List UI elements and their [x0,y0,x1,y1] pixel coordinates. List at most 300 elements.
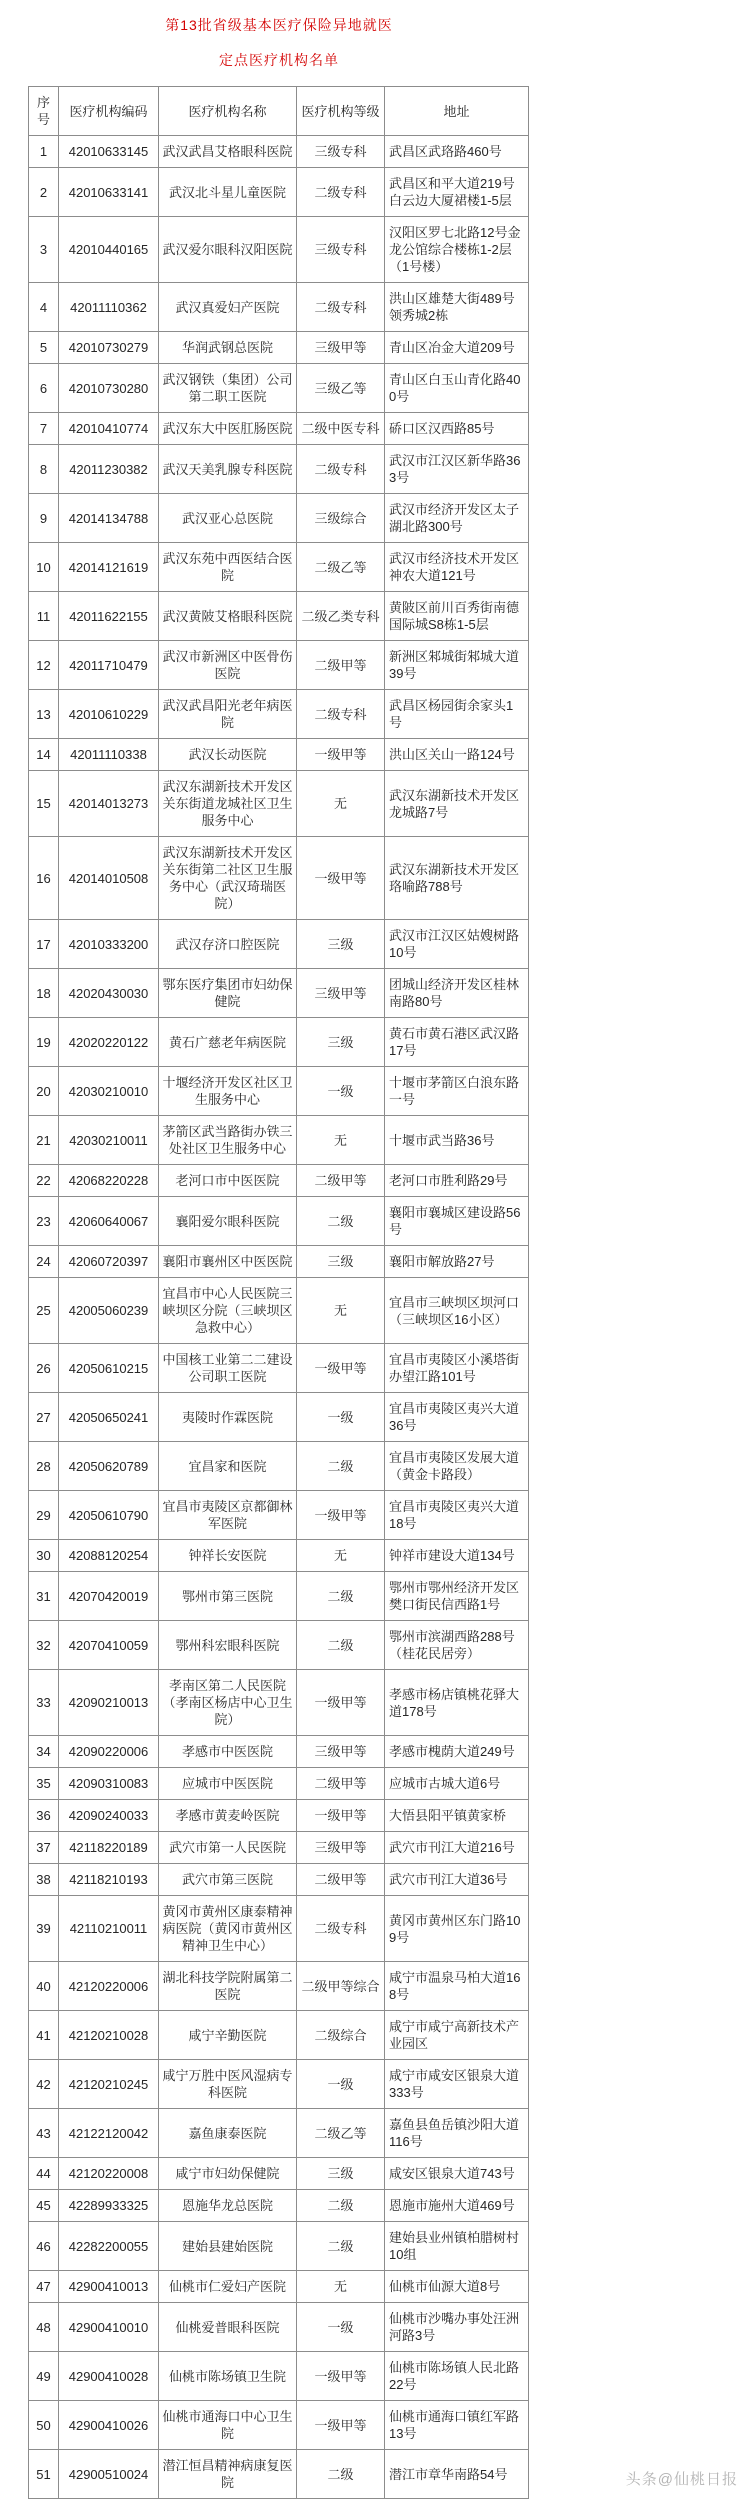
cell-name: 咸宁市妇幼保健院 [159,2158,297,2190]
table-row [29,1621,529,1670]
cell-code: 42118210193 [59,1864,159,1896]
cell-code: 42014134788 [59,494,159,543]
cell-address: 十堰市武当路36号 [385,1116,529,1165]
cell-no: 49 [29,2352,59,2401]
document-body [28,0,530,2499]
cell-level: 三级甲等 [297,969,385,1018]
table-row [29,1393,529,1442]
table-row [29,1442,529,1491]
cell-level: 二级 [297,1572,385,1621]
cell-address: 武汉东湖新技术开发区龙城路7号 [385,771,529,837]
cell-address: 鄂州市鄂州经济开发区樊口街民信西路1号 [385,1572,529,1621]
cell-code: 42289933325 [59,2190,159,2222]
cell-address: 黄陂区前川百秀街南德国际城S8栋1-5层 [385,592,529,641]
table-row [29,2060,529,2109]
cell-code: 42090220006 [59,1736,159,1768]
cell-code: 42014121619 [59,543,159,592]
cell-no: 22 [29,1165,59,1197]
table-row [29,920,529,969]
cell-level: 二级乙等 [297,2109,385,2158]
cell-level: 二级甲等 [297,1165,385,1197]
cell-name: 武汉北斗星儿童医院 [159,168,297,217]
cell-name: 仙桃市仁爱妇产医院 [159,2271,297,2303]
title-line-2: 定点医疗机构名单 [219,52,339,68]
cell-no: 29 [29,1491,59,1540]
cell-name: 武汉长动医院 [159,739,297,771]
cell-no: 7 [29,413,59,445]
cell-code: 42050610215 [59,1344,159,1393]
cell-level: 二级乙类专科 [297,592,385,641]
cell-no: 43 [29,2109,59,2158]
cell-level: 二级甲等 [297,1768,385,1800]
cell-address: 硚口区汉西路85号 [385,413,529,445]
table-row [29,1344,529,1393]
cell-address: 仙桃市通海口镇红军路13号 [385,2401,529,2450]
cell-address: 嘉鱼县鱼岳镇沙阳大道116号 [385,2109,529,2158]
cell-level: 一级甲等 [297,2352,385,2401]
cell-no: 46 [29,2222,59,2271]
cell-address: 武汉市经济开发区太子湖北路300号 [385,494,529,543]
cell-code: 42010730280 [59,364,159,413]
table-row [29,283,529,332]
table-header-row [29,87,529,136]
table-row [29,641,529,690]
cell-address: 咸宁市温泉马柏大道168号 [385,1962,529,2011]
cell-name: 襄阳爱尔眼科医院 [159,1197,297,1246]
cell-address: 咸宁市咸安区银泉大道333号 [385,2060,529,2109]
cell-code: 42090240033 [59,1800,159,1832]
cell-name: 仙桃爱普眼科医院 [159,2303,297,2352]
cell-name: 武汉爱尔眼科汉阳医院 [159,217,297,283]
cell-no: 10 [29,543,59,592]
cell-no: 27 [29,1393,59,1442]
cell-no: 28 [29,1442,59,1491]
cell-no: 31 [29,1572,59,1621]
cell-no: 20 [29,1067,59,1116]
cell-no: 42 [29,2060,59,2109]
cell-address: 武穴市刊江大道36号 [385,1864,529,1896]
cell-name: 孝感市黄麦岭医院 [159,1800,297,1832]
header-level: 医疗机构等级 [297,87,385,136]
cell-no: 39 [29,1896,59,1962]
hospital-table [28,86,529,2499]
table-row [29,1018,529,1067]
cell-no: 18 [29,969,59,1018]
cell-address: 武汉市经济技术开发区神农大道121号 [385,543,529,592]
table-row [29,413,529,445]
cell-address: 宜昌市夷陵区夷兴大道18号 [385,1491,529,1540]
table-row [29,332,529,364]
cell-code: 42010440165 [59,217,159,283]
cell-no: 12 [29,641,59,690]
cell-name: 仙桃市通海口中心卫生院 [159,2401,297,2450]
cell-level: 三级综合 [297,494,385,543]
cell-no: 41 [29,2011,59,2060]
table-row [29,1896,529,1962]
cell-address: 仙桃市仙源大道8号 [385,2271,529,2303]
cell-no: 51 [29,2450,59,2499]
table-row [29,2109,529,2158]
cell-code: 42120210245 [59,2060,159,2109]
table-row [29,969,529,1018]
cell-name: 鄂州科宏眼科医院 [159,1621,297,1670]
cell-name: 茅箭区武当路街办铁三处社区卫生服务中心 [159,1116,297,1165]
cell-name: 华润武钢总医院 [159,332,297,364]
cell-name: 武汉钢铁（集团）公司第二职工医院 [159,364,297,413]
cell-name: 武汉黄陂艾格眼科医院 [159,592,297,641]
cell-level: 无 [297,1540,385,1572]
cell-address: 武昌区武珞路460号 [385,136,529,168]
cell-code: 42020220122 [59,1018,159,1067]
cell-no: 2 [29,168,59,217]
cell-address: 鄂州市滨湖西路288号（桂花民居旁） [385,1621,529,1670]
cell-address: 钟祥市建设大道134号 [385,1540,529,1572]
cell-level: 无 [297,771,385,837]
cell-code: 42900410028 [59,2352,159,2401]
cell-code: 42060720397 [59,1246,159,1278]
cell-address: 老河口市胜利路29号 [385,1165,529,1197]
cell-level: 二级专科 [297,283,385,332]
cell-level: 三级甲等 [297,1736,385,1768]
cell-no: 38 [29,1864,59,1896]
cell-level: 一级 [297,1067,385,1116]
table-row [29,1540,529,1572]
cell-code: 42010333200 [59,920,159,969]
cell-level: 二级综合 [297,2011,385,2060]
title-line-1: 第13批省级基本医疗保险异地就医 [165,17,393,33]
cell-code: 42011230382 [59,445,159,494]
table-row [29,445,529,494]
table-row [29,2011,529,2060]
cell-level: 三级甲等 [297,1832,385,1864]
cell-code: 42120210028 [59,2011,159,2060]
table-row [29,1736,529,1768]
table-row [29,1768,529,1800]
table-row [29,2352,529,2401]
table-row [29,2401,529,2450]
cell-level: 无 [297,1278,385,1344]
cell-level: 一级甲等 [297,1800,385,1832]
cell-code: 42014013273 [59,771,159,837]
cell-level: 二级 [297,2222,385,2271]
cell-no: 30 [29,1540,59,1572]
cell-name: 武汉东大中医肛肠医院 [159,413,297,445]
cell-name: 武汉存济口腔医院 [159,920,297,969]
cell-code: 42070420019 [59,1572,159,1621]
table-row [29,1832,529,1864]
table-row [29,2222,529,2271]
cell-no: 47 [29,2271,59,2303]
table-row [29,1800,529,1832]
cell-no: 44 [29,2158,59,2190]
table-row [29,1962,529,2011]
table-row [29,771,529,837]
header-name: 医疗机构名称 [159,87,297,136]
cell-level: 二级 [297,2190,385,2222]
cell-code: 42005060239 [59,1278,159,1344]
cell-address: 黄石市黄石港区武汉路17号 [385,1018,529,1067]
cell-code: 42011622155 [59,592,159,641]
cell-code: 42900410026 [59,2401,159,2450]
cell-level: 一级 [297,2303,385,2352]
cell-no: 32 [29,1621,59,1670]
cell-name: 武汉武昌阳光老年病医院 [159,690,297,739]
cell-name: 黄冈市黄州区康泰精神病医院（黄冈市黄州区精神卫生中心） [159,1896,297,1962]
cell-no: 6 [29,364,59,413]
cell-no: 26 [29,1344,59,1393]
table-row [29,2190,529,2222]
cell-code: 42050610790 [59,1491,159,1540]
cell-code: 42011110338 [59,739,159,771]
cell-no: 25 [29,1278,59,1344]
cell-code: 42070410059 [59,1621,159,1670]
table-row [29,1165,529,1197]
table-row [29,1491,529,1540]
table-row [29,543,529,592]
cell-code: 42050620789 [59,1442,159,1491]
cell-code: 42900510024 [59,2450,159,2499]
cell-level: 二级甲等 [297,641,385,690]
cell-code: 42120220006 [59,1962,159,2011]
cell-address: 仙桃市沙嘴办事处汪洲河路3号 [385,2303,529,2352]
cell-no: 35 [29,1768,59,1800]
table-row [29,1572,529,1621]
table-row [29,2303,529,2352]
cell-no: 5 [29,332,59,364]
cell-no: 9 [29,494,59,543]
cell-level: 二级乙等 [297,543,385,592]
cell-code: 42011110362 [59,283,159,332]
cell-address: 恩施市施州大道469号 [385,2190,529,2222]
cell-address: 黄冈市黄州区东门路109号 [385,1896,529,1962]
cell-name: 武穴市第三医院 [159,1864,297,1896]
cell-level: 一级甲等 [297,2401,385,2450]
cell-code: 42090310083 [59,1768,159,1800]
cell-address: 洪山区雄楚大街489号领秀城2栋 [385,283,529,332]
cell-address: 武昌区和平大道219号白云边大厦裙楼1-5层 [385,168,529,217]
cell-level: 一级 [297,1393,385,1442]
cell-no: 8 [29,445,59,494]
cell-no: 4 [29,283,59,332]
cell-level: 一级甲等 [297,1491,385,1540]
cell-code: 42068220228 [59,1165,159,1197]
cell-name: 宜昌市中心人民医院三峡坝区分院（三峡坝区急救中心） [159,1278,297,1344]
cell-name: 武汉东湖新技术开发区关东街道龙城社区卫生服务中心 [159,771,297,837]
cell-name: 夷陵时作霖医院 [159,1393,297,1442]
cell-code: 42010633145 [59,136,159,168]
cell-level: 二级中医专科 [297,413,385,445]
cell-address: 宜昌市夷陵区夷兴大道36号 [385,1393,529,1442]
cell-address: 武穴市刊江大道216号 [385,1832,529,1864]
cell-name: 仙桃市陈场镇卫生院 [159,2352,297,2401]
cell-level: 二级 [297,1442,385,1491]
cell-address: 青山区冶金大道209号 [385,332,529,364]
cell-address: 武昌区杨园街余家头1号 [385,690,529,739]
cell-code: 42014010508 [59,837,159,920]
cell-address: 汉阳区罗七北路12号金龙公馆综合楼栋1-2层（1号楼） [385,217,529,283]
table-row [29,1246,529,1278]
cell-name: 武汉东湖新技术开发区关东街第二社区卫生服务中心（武汉琦瑞医院） [159,837,297,920]
cell-address: 青山区白玉山青化路400号 [385,364,529,413]
table-row [29,364,529,413]
cell-name: 武汉东苑中西医结合医院 [159,543,297,592]
cell-level: 一级甲等 [297,837,385,920]
cell-no: 14 [29,739,59,771]
table-row [29,168,529,217]
cell-name: 咸宁辛勤医院 [159,2011,297,2060]
cell-level: 三级乙等 [297,364,385,413]
cell-no: 48 [29,2303,59,2352]
table-row [29,1864,529,1896]
cell-address: 宜昌市夷陵区发展大道（黄金卡路段） [385,1442,529,1491]
cell-code: 42060640067 [59,1197,159,1246]
cell-name: 咸宁万胜中医风湿病专科医院 [159,2060,297,2109]
cell-no: 17 [29,920,59,969]
table-row [29,2271,529,2303]
cell-address: 潜江市章华南路54号 [385,2450,529,2499]
cell-code: 42900410013 [59,2271,159,2303]
cell-level: 无 [297,1116,385,1165]
cell-name: 武汉天美乳腺专科医院 [159,445,297,494]
cell-level: 二级专科 [297,168,385,217]
table-row [29,136,529,168]
cell-name: 钟祥长安医院 [159,1540,297,1572]
cell-name: 潜江恒昌精神病康复医院 [159,2450,297,2499]
cell-code: 42010410774 [59,413,159,445]
cell-name: 武汉市新洲区中医骨伤医院 [159,641,297,690]
cell-no: 13 [29,690,59,739]
cell-name: 宜昌市夷陵区京都御林军医院 [159,1491,297,1540]
header-no: 序号 [29,87,59,136]
cell-address: 武汉市江汉区姑嫂树路10号 [385,920,529,969]
cell-address: 咸宁市咸宁高新技术产业园区 [385,2011,529,2060]
table-row [29,1116,529,1165]
cell-level: 二级甲等综合 [297,1962,385,2011]
cell-name: 武汉亚心总医院 [159,494,297,543]
cell-name: 应城市中医医院 [159,1768,297,1800]
cell-address: 襄阳市襄城区建设路56号 [385,1197,529,1246]
cell-name: 嘉鱼康泰医院 [159,2109,297,2158]
document-title [28,16,530,69]
cell-address: 宜昌市夷陵区小溪塔街办望江路101号 [385,1344,529,1393]
cell-code: 42122120042 [59,2109,159,2158]
cell-name: 宜昌家和医院 [159,1442,297,1491]
cell-level: 一级甲等 [297,1670,385,1736]
cell-code: 42118220189 [59,1832,159,1864]
cell-no: 1 [29,136,59,168]
table-row [29,739,529,771]
cell-code: 42900410010 [59,2303,159,2352]
table-row [29,837,529,920]
cell-address: 宜昌市三峡坝区坝河口（三峡坝区16小区） [385,1278,529,1344]
cell-code: 42088120254 [59,1540,159,1572]
header-code: 医疗机构编码 [59,87,159,136]
cell-level: 三级 [297,1246,385,1278]
table-row [29,2158,529,2190]
cell-code: 42090210013 [59,1670,159,1736]
table-row [29,690,529,739]
cell-no: 50 [29,2401,59,2450]
table-body [29,136,529,2499]
cell-level: 三级 [297,2158,385,2190]
cell-address: 孝感市槐荫大道249号 [385,1736,529,1768]
cell-name: 鄂东医疗集团市妇幼保健院 [159,969,297,1018]
header-address: 地址 [385,87,529,136]
cell-address: 新洲区邾城街邾城大道39号 [385,641,529,690]
cell-code: 42120220008 [59,2158,159,2190]
watermark: 头条@仙桃日报 [625,2471,738,2488]
cell-address: 仙桃市陈场镇人民北路22号 [385,2352,529,2401]
table-row [29,1278,529,1344]
cell-address: 团城山经济开发区桂林南路80号 [385,969,529,1018]
table-row [29,494,529,543]
cell-no: 15 [29,771,59,837]
cell-code: 42010633141 [59,168,159,217]
cell-no: 16 [29,837,59,920]
table-row [29,1197,529,1246]
cell-level: 三级专科 [297,136,385,168]
cell-address: 十堰市茅箭区白浪东路一号 [385,1067,529,1116]
table-row [29,217,529,283]
cell-level: 三级专科 [297,217,385,283]
table-row [29,1670,529,1736]
cell-no: 40 [29,1962,59,2011]
cell-level: 二级 [297,1621,385,1670]
cell-code: 42282200055 [59,2222,159,2271]
cell-code: 42030210011 [59,1116,159,1165]
cell-no: 11 [29,592,59,641]
cell-name: 武汉武昌艾格眼科医院 [159,136,297,168]
cell-address: 襄阳市解放路27号 [385,1246,529,1278]
cell-level: 三级 [297,920,385,969]
cell-address: 武汉市江汉区新华路363号 [385,445,529,494]
cell-name: 孝感市中医医院 [159,1736,297,1768]
cell-level: 三级 [297,1018,385,1067]
cell-no: 19 [29,1018,59,1067]
cell-level: 二级专科 [297,690,385,739]
cell-address: 孝感市杨店镇桃花驿大道178号 [385,1670,529,1736]
cell-name: 老河口市中医医院 [159,1165,297,1197]
cell-code: 42050650241 [59,1393,159,1442]
cell-name: 恩施华龙总医院 [159,2190,297,2222]
cell-name: 黄石广慈老年病医院 [159,1018,297,1067]
cell-name: 武汉真爱妇产医院 [159,283,297,332]
cell-no: 3 [29,217,59,283]
cell-level: 二级专科 [297,1896,385,1962]
cell-name: 鄂州市第三医院 [159,1572,297,1621]
cell-no: 23 [29,1197,59,1246]
cell-level: 二级 [297,1197,385,1246]
table-row [29,592,529,641]
cell-address: 咸安区银泉大道743号 [385,2158,529,2190]
cell-name: 中国核工业第二二建设公司职工医院 [159,1344,297,1393]
cell-code: 42011710479 [59,641,159,690]
cell-code: 42010610229 [59,690,159,739]
cell-address: 应城市古城大道6号 [385,1768,529,1800]
cell-no: 36 [29,1800,59,1832]
cell-code: 42010730279 [59,332,159,364]
cell-code: 42020430030 [59,969,159,1018]
cell-level: 一级 [297,2060,385,2109]
table-row [29,2450,529,2499]
cell-name: 十堰经济开发区社区卫生服务中心 [159,1067,297,1116]
cell-code: 42110210011 [59,1896,159,1962]
cell-no: 24 [29,1246,59,1278]
table-row [29,1067,529,1116]
cell-no: 45 [29,2190,59,2222]
cell-code: 42030210010 [59,1067,159,1116]
cell-level: 一级甲等 [297,739,385,771]
